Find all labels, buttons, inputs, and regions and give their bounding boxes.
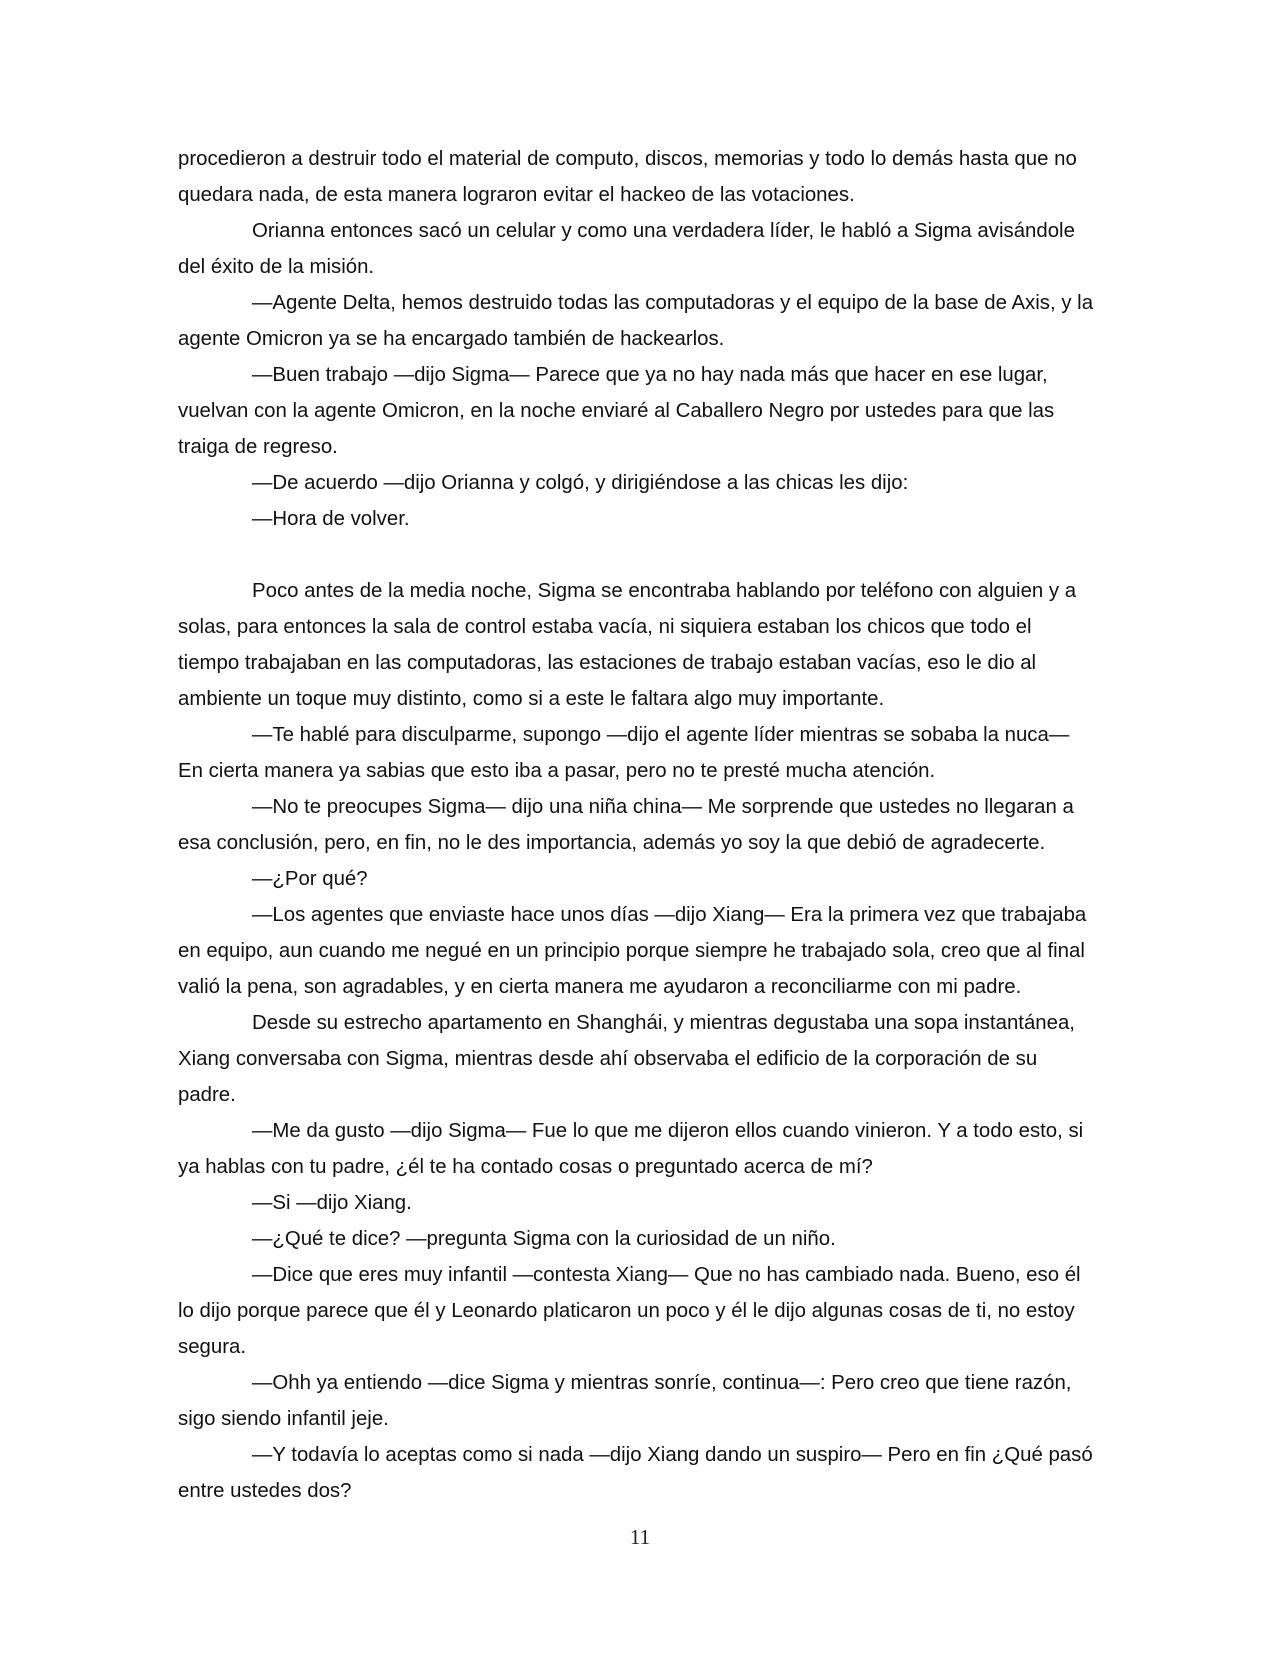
paragraph: —Te hablé para disculparme, supongo —dijo el agente líder mientras se sobaba la nuca— En cierta manera ya sabias que esto iba a pasar, pero no te presté mucha atención.: [178, 724, 1070, 782]
paragraph: —Ohh ya entiendo —dice Sigma y mientras sonríe, continua—: Pero creo que tiene razón, sigo siendo infantil jeje.: [178, 1372, 1072, 1430]
paragraph: —Buen trabajo —dijo Sigma— Parece que ya no hay nada más que hacer en ese lugar, vuelvan con la agente Omicron, en la noche enviaré al Caballero Negro por ustedes para que las traiga de regreso.: [178, 364, 1055, 458]
paragraph: —De acuerdo —dijo Orianna y colgó, y dirigiéndose a las chicas les dijo:: [252, 472, 909, 494]
paragraph: —Los agentes que enviaste hace unos días —dijo Xiang— Era la primera vez que trabajaba en equipo, aun cuando me negué en un principio porque siempre he trabajado sola, creo que al final valió la pena, son agradables, y en cierta manera me ayudaron a reconciliarme con mi padre.: [178, 904, 1087, 998]
paragraph: —¿Qué te dice? —pregunta Sigma con la curiosidad de un niño.: [252, 1228, 836, 1250]
paragraph: —No te preocupes Sigma— dijo una niña china— Me sorprende que ustedes no llegaran a esa conclusión, pero, en fin, no le des importancia, además yo soy la que debió de agradecerte.: [178, 796, 1074, 854]
section-one: [178, 141, 1098, 537]
paragraph: procedieron a destruir todo el material de computo, discos, memorias y todo lo demás hasta que no quedara nada, de esta manera lograron evitar el hackeo de las votaciones.: [178, 148, 1077, 206]
paragraph: —Y todavía lo aceptas como si nada —dijo Xiang dando un suspiro— Pero en fin ¿Qué pasó entre ustedes dos?: [178, 1444, 1093, 1502]
paragraph: Desde su estrecho apartamento en Shanghái, y mientras degustaba una sopa instantánea, Xiang conversaba con Sigma, mientras desde ahí observaba el edificio de la corporación de su padre.: [178, 1012, 1075, 1106]
section-two: [178, 573, 1098, 1509]
paragraph: Poco antes de la media noche, Sigma se encontraba hablando por teléfono con alguien y a solas, para entonces la sala de control estaba vacía, ni siquiera estaban los chicos que todo el tiempo trabajaban en las computadoras, las estaciones de trabajo estaban vacías, eso le dio al ambiente un toque muy distinto, como si a este le faltara algo muy importante.: [178, 580, 1077, 710]
paragraph: —Si —dijo Xiang.: [252, 1192, 412, 1214]
paragraph: —Me da gusto —dijo Sigma— Fue lo que me dijeron ellos cuando vinieron. Y a todo esto, si ya hablas con tu padre, ¿él te ha contado cosas o preguntado acerca de mí?: [178, 1120, 1084, 1178]
paragraph: Orianna entonces sacó un celular y como una verdadera líder, le habló a Sigma avisándole del éxito de la misión.: [178, 220, 1075, 278]
body-text: [178, 141, 1098, 1509]
paragraph: —¿Por qué?: [252, 868, 368, 890]
paragraph: —Dice que eres muy infantil —contesta Xiang— Que no has cambiado nada. Bueno, eso él lo dijo porque parece que él y Leonardo platicaron un poco y él le dijo algunas cosas de ti, no estoy segura.: [178, 1264, 1081, 1358]
section-break: [178, 537, 1098, 573]
paragraph: —Hora de volver.: [252, 508, 410, 530]
page-number: 11: [629, 1525, 651, 1549]
paragraph: —Agente Delta, hemos destruido todas las computadoras y el equipo de la base de Axis, y la agente Omicron ya se ha encargado también de hackearlos.: [178, 292, 1094, 350]
